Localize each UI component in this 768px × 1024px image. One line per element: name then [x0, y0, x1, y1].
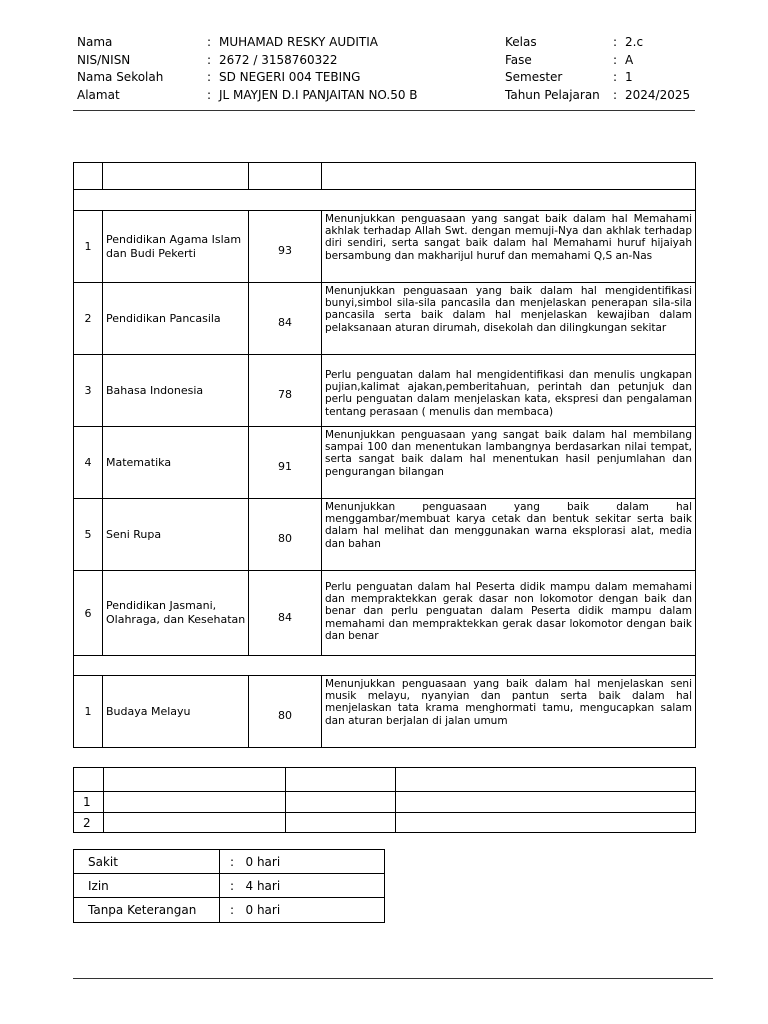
info-value-semester: 1	[625, 70, 633, 84]
attendance-value	[220, 898, 385, 923]
grade-row	[74, 499, 696, 571]
grade-row	[74, 676, 696, 748]
info-label: Nama Sekolah	[77, 70, 164, 84]
grade-no: 1	[74, 211, 103, 283]
section-cell	[74, 190, 696, 211]
attendance-colon: :	[230, 903, 235, 917]
grade-description: Perlu penguatan dalam hal mengidentifikasi dan menulis ungkapan pujian,kalimat ajakan,pemberitahuan, perintah dan petunjuk dan perlu penguatan dalam menjelaskan kata, ekspresi dan pengalaman tentang perasaan ( menulis dan membaca)	[322, 355, 696, 427]
info-colon: :	[207, 52, 212, 67]
info-colon: :	[613, 87, 618, 102]
header-cell	[396, 768, 696, 792]
attendance-value	[220, 874, 385, 898]
grade-subject: Pendidikan Jasmani, Olahraga, dan Kesehatan	[103, 571, 249, 656]
grade-no: 1	[74, 676, 103, 748]
info-row-nama	[77, 34, 418, 52]
attendance-days: 0 hari	[245, 903, 281, 917]
info-label: Kelas	[505, 35, 537, 49]
extracurricular-cell	[104, 792, 286, 813]
info-colon: :	[613, 52, 618, 67]
header-cell-subject	[103, 163, 249, 190]
grade-score: 84	[249, 571, 322, 656]
info-label: Fase	[505, 52, 532, 67]
extracurricular-row	[74, 813, 696, 833]
extracurricular-no: 2	[74, 813, 104, 833]
info-row-sekolah	[77, 69, 418, 87]
attendance-row-sakit	[74, 850, 385, 874]
section-cell	[74, 656, 696, 676]
grade-row	[74, 355, 696, 427]
extracurricular-cell	[286, 813, 396, 833]
grade-description: Menunjukkan penguasaan yang baik dalam hal mengidentifikasi bunyi,simbol sila-sila pancasila dan menjelaskan penerapan sila-sila pancasila serta baik dalam hal menjelaskan kewajiban dalam pelaksanaan aturan dirumah, disekolah dan dilingkungan sekitar	[322, 283, 696, 355]
info-label: NIS/NISN	[77, 52, 131, 67]
header-cell	[104, 768, 286, 792]
info-colon: :	[207, 87, 212, 102]
extracurricular-cell	[396, 813, 696, 833]
info-value-fase: A	[625, 52, 634, 67]
extracurricular-header-row	[74, 768, 696, 792]
info-row-kelas	[505, 34, 690, 52]
grade-description: Menunjukkan penguasaan yang sangat baik dalam hal membilang sampai 100 dan menentukan lambangnya berdasarkan nilai tempat, serta sangat baik dalam hal menentukan hasil penjumlahan dan pengurangan bilangan	[322, 427, 696, 499]
info-row-fase	[505, 52, 690, 70]
info-row-semester	[505, 69, 690, 87]
grade-subject: Matematika	[103, 427, 249, 499]
grade-row	[74, 283, 696, 355]
attendance-days: 4 hari	[245, 878, 281, 893]
section-row-local	[74, 656, 696, 676]
grade-subject: Budaya Melayu	[103, 676, 249, 748]
grade-description: Perlu penguatan dalam hal Peserta didik mampu dalam memahami dan mempraktekkan gerak dasar non lokomotor dengan baik dan benar dan perlu penguatan dalam Peserta didik mampu dalam memahami dan mempraktekkan gerak dasar lokomotor dengan baik dan benar	[322, 571, 696, 656]
attendance-colon: :	[230, 878, 235, 893]
grade-score: 91	[249, 427, 322, 499]
attendance-days: 0 hari	[245, 854, 281, 869]
attendance-value	[220, 850, 385, 874]
grade-score: 84	[249, 283, 322, 355]
info-row-nisn	[77, 52, 418, 70]
grade-subject: Bahasa Indonesia	[103, 355, 249, 427]
header-cell-score	[249, 163, 322, 190]
footer-divider	[73, 978, 713, 979]
info-colon: :	[207, 70, 212, 84]
grade-score: 80	[249, 676, 322, 748]
info-value-tahun: 2024/2025	[625, 87, 691, 102]
extracurricular-cell	[286, 792, 396, 813]
grade-no: 5	[74, 499, 103, 571]
info-value-kelas: 2.c	[625, 35, 644, 49]
extracurricular-no: 1	[74, 792, 104, 813]
info-label: Alamat	[77, 87, 120, 102]
attendance-row-izin	[74, 874, 385, 898]
attendance-row-tanpa-keterangan	[74, 898, 385, 923]
grades-table	[73, 162, 696, 748]
header-cell	[286, 768, 396, 792]
grade-no: 4	[74, 427, 103, 499]
extracurricular-table	[73, 767, 696, 833]
grade-row	[74, 571, 696, 656]
grade-description: Menunjukkan penguasaan yang baik dalam hal menjelaskan seni musik melayu, nyanyian dan pantun serta baik dalam hal menjelaskan tata krama menghormati tamu, mengucapkan salam dan aturan berjalan di jalan umum	[322, 676, 696, 748]
grade-no: 3	[74, 355, 103, 427]
grade-subject: Pendidikan Agama Islam dan Budi Pekerti	[103, 211, 249, 283]
header-divider	[73, 110, 695, 111]
info-value-alamat: JL MAYJEN D.I PANJAITAN NO.50 B	[219, 87, 418, 102]
grade-score: 80	[249, 499, 322, 571]
grade-row	[74, 211, 696, 283]
grade-description: Menunjukkan penguasaan yang baik dalam hal menggambar/membuat karya cetak dan bentuk sekitar serta baik dalam hal melihat dan menggunakan warna eksplorasi alat, media dan bahan	[322, 499, 696, 571]
header-cell-description	[322, 163, 696, 190]
grade-score: 93	[249, 211, 322, 283]
info-colon: :	[613, 35, 618, 49]
info-label: Tahun Pelajaran	[505, 87, 600, 102]
grade-no: 6	[74, 571, 103, 656]
info-colon: :	[207, 35, 212, 49]
grade-subject: Pendidikan Pancasila	[103, 283, 249, 355]
info-label: Semester	[505, 70, 563, 84]
info-value-sekolah: SD NEGERI 004 TEBING	[219, 70, 361, 84]
grade-score: 78	[249, 355, 322, 427]
grades-header-row	[74, 163, 696, 190]
section-row-main	[74, 190, 696, 211]
attendance-colon: :	[230, 854, 235, 869]
attendance-label: Sakit	[74, 850, 220, 874]
grade-no: 2	[74, 283, 103, 355]
grade-row	[74, 427, 696, 499]
header-cell	[74, 768, 104, 792]
info-colon: :	[613, 70, 618, 84]
info-row-tahun	[505, 87, 690, 105]
grade-description: Menunjukkan penguasaan yang sangat baik dalam hal Memahami akhlak terhadap Allah Swt. dengan memuji-Nya dan akhlak terhadap diri sendiri, serta sangat baik dalam hal Memahami huruf hijaiyah bersambung dan makharijul huruf dan memahami Q,S an-Nas	[322, 211, 696, 283]
extracurricular-cell	[104, 813, 286, 833]
attendance-label: Tanpa Keterangan	[74, 898, 220, 923]
info-value-nama: MUHAMAD RESKY AUDITIA	[219, 35, 378, 49]
extracurricular-cell	[396, 792, 696, 813]
info-value-nisn: 2672 / 3158760322	[219, 52, 338, 67]
attendance-table	[73, 849, 385, 923]
attendance-label: Izin	[74, 874, 220, 898]
student-info-left	[77, 34, 418, 104]
grade-subject: Seni Rupa	[103, 499, 249, 571]
header-cell-no	[74, 163, 103, 190]
info-label: Nama	[77, 35, 113, 49]
extracurricular-row	[74, 792, 696, 813]
info-row-alamat	[77, 87, 418, 105]
student-info-right	[505, 34, 690, 104]
